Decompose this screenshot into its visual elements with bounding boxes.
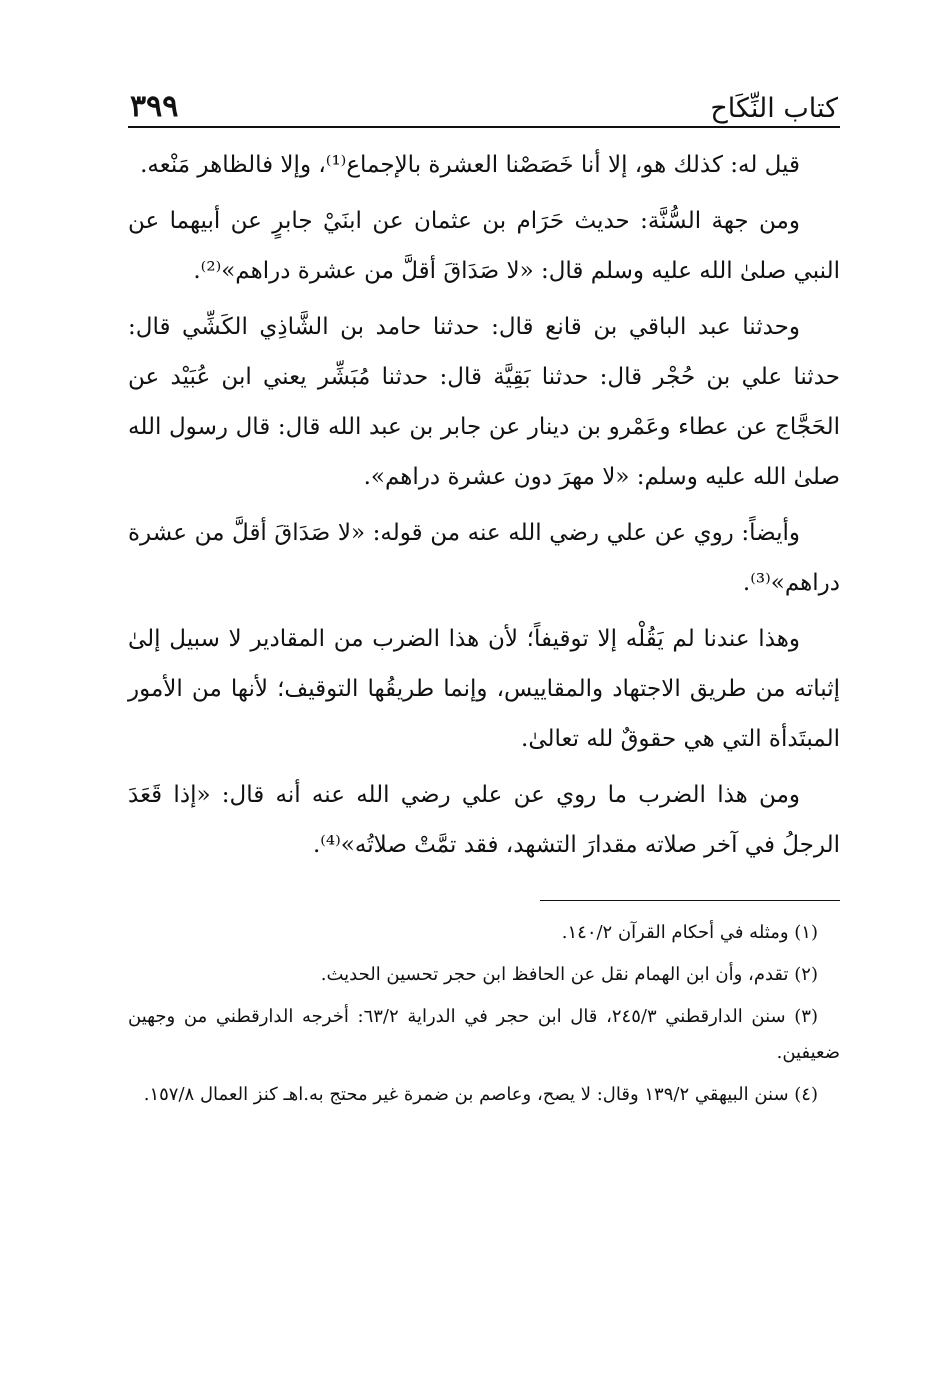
chapter-title: كتاب النِّكَاح xyxy=(710,93,838,124)
footnote-3: (٣) سنن الدارقطني ٢٤٥/٣، قال ابن حجر في الدراية ٦٣/٢: أخرجه الدارقطني من وجهين ضعيفين. xyxy=(128,1006,840,1063)
paragraph-6: ومن هذا الضرب ما روي عن علي رضي الله عنه أنه قال: «إذا قَعَدَ الرجلُ في آخر صلاته مقدارَ التشهد، فقد تمَّتْ صلاتُه»⁽⁴⁾. xyxy=(128,782,840,858)
paragraph-3: وحدثنا عبد الباقي بن قانع قال: حدثنا حامد بن الشَّاذِي الكَشِّي قال: حدثنا علي بن حُجْر قال: حدثنا بَقِيَّة قال: حدثنا مُبَشِّر يعني ابن عُبَيْد عن الحَجَّاج عن عطاء وعَمْرو بن دينار عن جابر بن عبد الله قال: قال رسول الله صلىٰ الله عليه وسلم: «لا مهرَ دون عشرة دراهم». xyxy=(128,314,840,490)
footnote-divider xyxy=(540,900,840,901)
footnote-1: (١) ومثله في أحكام القرآن ١٤٠/٢. xyxy=(561,922,818,943)
main-text xyxy=(128,140,840,870)
paragraph-5: وهذا عندنا لم يَقُلْه إلا توقيفاً؛ لأن هذا الضرب من المقادير لا سبيل إلىٰ إثباته من طريق الاجتهاد والمقاييس، وإنما طريقُها التوقيف؛ لأنها من الأمور المبتَدأة التي هي حقوقٌ لله تعالىٰ. xyxy=(128,626,840,752)
footnotes-section xyxy=(128,900,840,1113)
page-header xyxy=(128,82,840,128)
page-number: ٣٩٩ xyxy=(130,89,179,124)
paragraph-2: ومن جهة السُّنَّة: حديث حَرَام بن عثمان عن ابنَيْ جابرٍ عن أبيهما عن النبي صلىٰ الله عليه وسلم قال: «لا صَدَاقَ أقلَّ من عشرة دراهم»⁽²⁾. xyxy=(128,208,840,284)
paragraph-1: قيل له: كذلك هو، إلا أنا خَصَصْنا العشرة بالإجماع⁽¹⁾، وإلا فالظاهر مَنْعه. xyxy=(140,152,800,178)
book-page xyxy=(128,82,840,1119)
footnote-2: (٢) تقدم، وأن ابن الهمام نقل عن الحافظ ابن حجر تحسين الحديث. xyxy=(320,964,818,985)
paragraph-4: وأيضاً: روي عن علي رضي الله عنه من قوله: «لا صَدَاقَ أقلَّ من عشرة دراهم»⁽³⁾. xyxy=(128,520,840,596)
footnote-4: (٤) سنن البيهقي ١٣٩/٢ وقال: لا يصح، وعاصم بن ضمرة غير محتج به.اهـ كنز العمال ١٥٧/٨. xyxy=(143,1084,818,1105)
